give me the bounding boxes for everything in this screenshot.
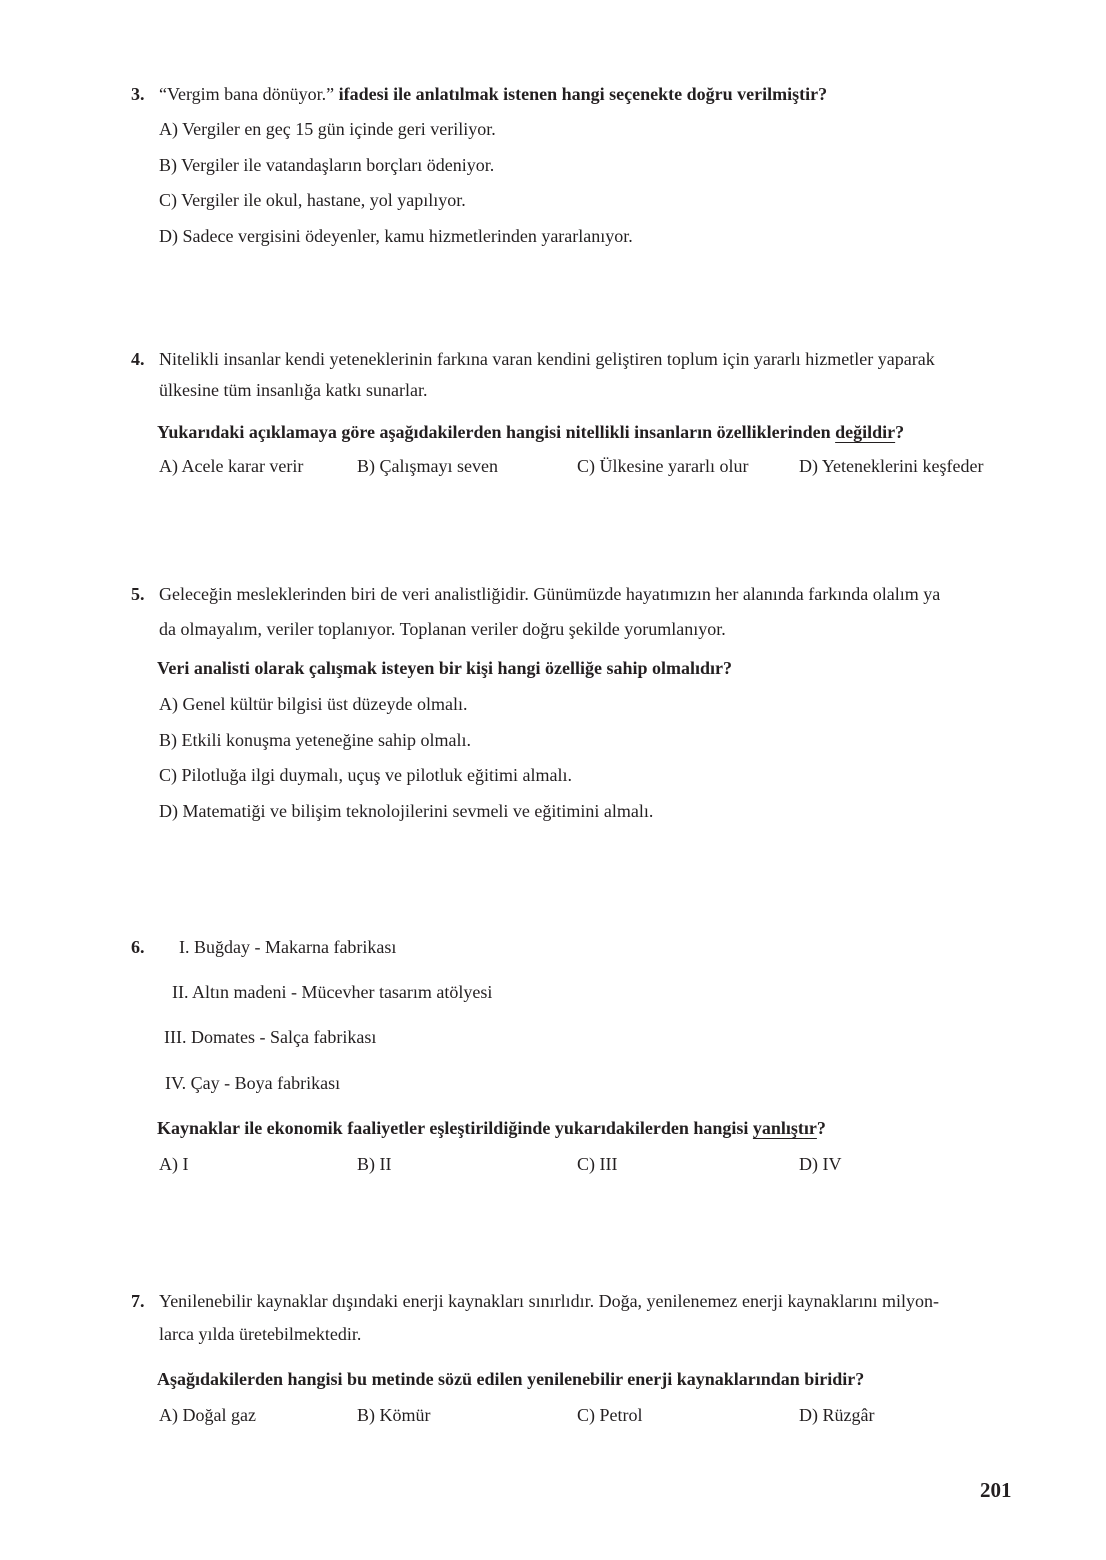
question-prompt: Veri analisti olarak çalışmak isteyen bir kişi hangi özelliğe sahip olmalıdır? (157, 658, 733, 678)
roman-item-3: III. Domates - Salça fabrikası (164, 1027, 377, 1047)
option-a: A) Genel kültür bilgisi üst düzeyde olmalı. (159, 694, 468, 714)
roman-item-2: II. Altın madeni - Mücevher tasarım atölyesi (172, 982, 493, 1002)
stem-bold: ifadesi ile anlatılmak istenen hangi seçenekte doğru verilmiştir? (338, 84, 828, 104)
roman-item-1: I. Buğday - Makarna fabrikası (179, 937, 397, 957)
option-a: A) Acele karar verir (159, 456, 304, 476)
option-d: D) Yeteneklerini keşfeder (799, 456, 984, 476)
question-prompt: Kaynaklar ile ekonomik faaliyetler eşleştirildiğinde yukarıdakilerden hangisi yanlıştır? (157, 1118, 826, 1138)
question-text-line: Geleceğin mesleklerinden biri de veri analistliğidir. Günümüzde hayatımızın her alanında farkında olalım ya (159, 584, 941, 604)
question-text-line: Yenilenebilir kaynaklar dışındaki enerji kaynakları sınırlıdır. Doğa, yenilenemez enerji kaynaklarını milyon- (159, 1291, 939, 1311)
option-c: C) Ülkesine yararlı olur (577, 456, 749, 476)
option-b: B) Vergiler ile vatandaşların borçları ödeniyor. (159, 155, 495, 175)
option-a: A) Doğal gaz (159, 1405, 256, 1425)
option-a: A) Vergiler en geç 15 gün içinde geri veriliyor. (159, 119, 496, 139)
option-c: C) Petrol (577, 1405, 643, 1425)
roman-item-4: IV. Çay - Boya fabrikası (165, 1073, 341, 1093)
option-a: A) I (159, 1154, 189, 1174)
underlined-keyword: yanlıştır (752, 1118, 817, 1138)
underlined-keyword: değildir (835, 422, 896, 442)
option-d: D) Matematiği ve bilişim teknolojilerini sevmeli ve eğitimini almalı. (159, 801, 654, 821)
option-d: D) Rüzgâr (799, 1405, 875, 1425)
page-number: 201 (980, 1478, 1012, 1502)
question-text-line: ülkesine tüm insanlığa katkı sunarlar. (159, 380, 428, 400)
option-c: C) III (577, 1154, 618, 1174)
question-text-line: da olmayalım, veriler toplanıyor. Toplanan veriler doğru şekilde yorumlanıyor. (159, 619, 726, 639)
question-number: 4. (131, 349, 145, 369)
question-prompt: Aşağıdakilerden hangisi bu metinde sözü edilen yenilenebilir enerji kaynaklarından biridir? (157, 1369, 865, 1389)
option-b: B) Etkili konuşma yeteneğine sahip olmalı. (159, 730, 471, 750)
stem-quote: “Vergim bana dönüyor.” (159, 84, 335, 104)
option-b: B) II (357, 1154, 392, 1174)
question-prompt: Yukarıdaki açıklamaya göre aşağıdakilerden hangisi nitellikli insanların özelliklerinden değildir? (157, 422, 905, 442)
option-c: C) Vergiler ile okul, hastane, yol yapılıyor. (159, 190, 466, 210)
question-number: 3. (131, 84, 145, 104)
option-d: D) IV (799, 1154, 842, 1174)
question-text-line: Nitelikli insanlar kendi yeteneklerinin farkına varan kendini geliştiren toplum için yararlı hizmetler yaparak (159, 349, 935, 369)
option-c: C) Pilotluğa ilgi duymalı, uçuş ve pilotluk eğitimi almalı. (159, 765, 572, 785)
option-b: B) Kömür (357, 1405, 431, 1425)
question-number: 6. (131, 937, 145, 957)
option-b: B) Çalışmayı seven (357, 456, 498, 476)
question-text-line: larca yılda üretebilmektedir. (159, 1324, 362, 1344)
question-number: 5. (131, 584, 145, 604)
option-d: D) Sadece vergisini ödeyenler, kamu hizmetlerinden yararlanıyor. (159, 226, 633, 246)
question-number: 7. (131, 1291, 145, 1311)
question-stem (159, 84, 827, 105)
